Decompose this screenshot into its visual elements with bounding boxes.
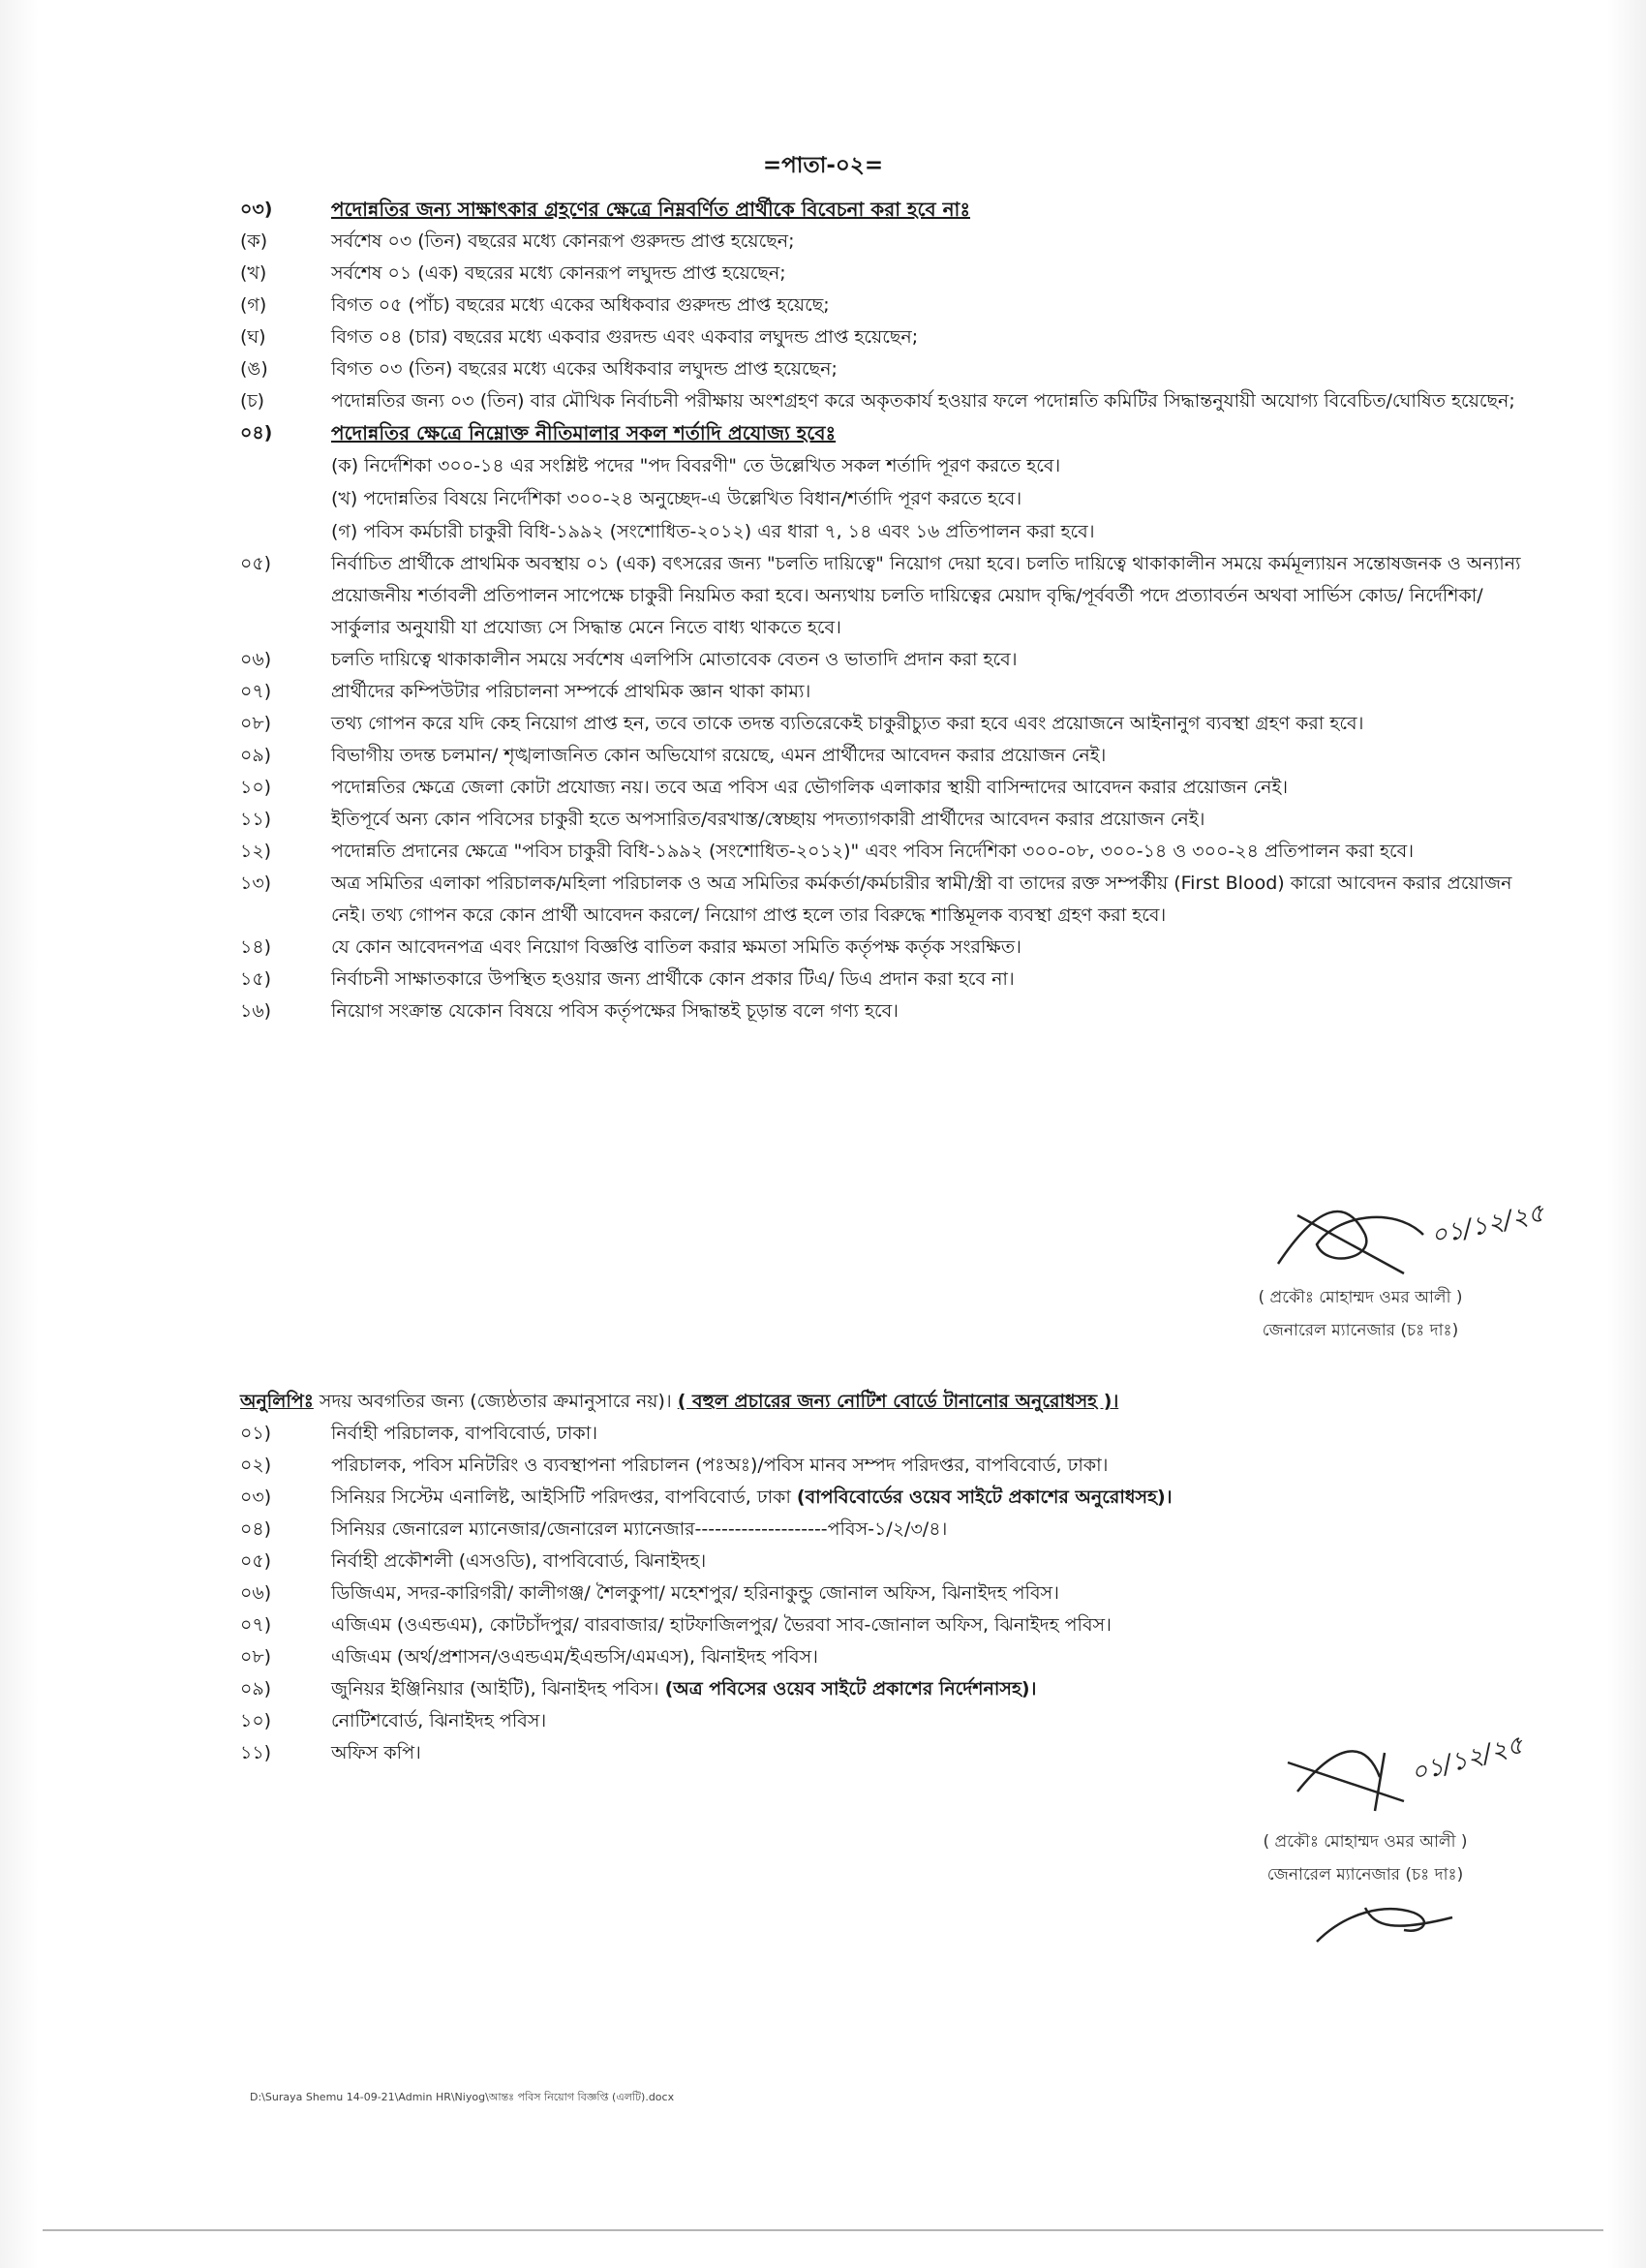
clause-number: ০৬) xyxy=(240,649,272,670)
copy-recipient: পরিচালক, পবিস মনিটরিং ও ব্যবস্থাপনা পরিচালন (পঃঅঃ)/পবিস মানব সম্পদ পরিদপ্তর, বাপবিবোর্ড, ঢাকা। xyxy=(331,1455,1109,1476)
clause-number: (ক) xyxy=(240,230,268,252)
copy-item-number: ০২) xyxy=(240,1455,272,1476)
clause-text: বিভাগীয় তদন্ত চলমান/ শৃঙ্খলাজনিত কোন অভিযোগ রয়েছে, এমন প্রার্থীদের আবেদন করার প্রয়োজন নেই। xyxy=(331,745,1107,766)
clause-row xyxy=(240,996,1538,1027)
copy-item-number: ০৫) xyxy=(240,1550,272,1572)
clause-number: ০৭) xyxy=(240,681,272,702)
copy-list-item xyxy=(240,1418,1538,1450)
copy-recipient: অফিস কপি। xyxy=(331,1742,421,1763)
clause-text: তথ্য গোপন করে যদি কেহ নিয়োগ প্রাপ্ত হন, তবে তাকে তদন্ত ব্যতিরেকেই চাকুরীচ্যুত করা হবে এবং প্রয়োজনে আইনানুগ ব্যবস্থা গ্রহণ করা হবে। xyxy=(331,713,1364,734)
copy-instruction: (বাপবিবোর্ডের ওয়েব সাইটে প্রকাশের অনুরোধসহ)। xyxy=(796,1486,1173,1508)
clause-number: (গ) xyxy=(240,294,267,316)
clause-number: ১১) xyxy=(240,809,272,830)
copy-item-number: ০৭) xyxy=(240,1614,272,1636)
copy-list-item xyxy=(240,1578,1538,1609)
clause-text: যে কোন আবেদনপত্র এবং নিয়োগ বিজ্ঞপ্তি বাতিল করার ক্ষমতা সমিতি কর্তৃপক্ষ কর্তৃক সংরক্ষিত। xyxy=(331,936,1021,958)
copy-list-item xyxy=(240,1673,1538,1705)
copy-list-item xyxy=(240,1546,1538,1578)
clause-row xyxy=(240,644,1538,676)
copy-label: অনুলিপিঃ xyxy=(240,1391,314,1412)
clause-number: ০৯) xyxy=(240,745,272,766)
copy-item-number: ১০) xyxy=(240,1710,272,1732)
subclause: (গ) পবিস কর্মচারী চাকুরী বিধি-১৯৯২ (সংশোধিত-২০১২) এর ধারা ৭, ১৪ এবং ১৬ প্রতিপালন করা হবে। xyxy=(331,521,1095,542)
clause-row xyxy=(240,353,1538,385)
copy-instruction: (অত্র পবিসের ওয়েব সাইটে প্রকাশের নির্দেশনাসহ)। xyxy=(664,1678,1037,1700)
clause-row xyxy=(240,868,1538,932)
subclause: (ক) নির্দেশিকা ৩০০-১৪ এর সংশ্লিষ্ট পদের "পদ বিবরণী" তে উল্লেখিত সকল শর্তাদি পূরণ করতে হবে। xyxy=(331,455,1061,476)
copy-item-number: ০৮) xyxy=(240,1646,272,1668)
conditions-section xyxy=(240,194,1538,1027)
clause-row xyxy=(240,548,1538,644)
initials-signature xyxy=(1307,1893,1472,1951)
copy-item-text xyxy=(331,1450,1538,1482)
copy-list-item xyxy=(240,1450,1538,1482)
copy-item-text xyxy=(331,1546,1538,1578)
file-path-footer: D:\Suraya Shemu 14-09-21\Admin HR\Niyog\আন্তঃ পবিস নিয়োগ বিজ্ঞপ্তি (এলটি).docx xyxy=(250,2091,675,2103)
clause-row xyxy=(240,226,1538,258)
copy-recipient: সিনিয়র সিস্টেম এনালিষ্ট, আইসিটি পরিদপ্তর, বাপবিবোর্ড, ঢাকা xyxy=(331,1486,797,1508)
clause-number: ১৫) xyxy=(240,968,272,990)
copy-item-number: ১১) xyxy=(240,1742,272,1763)
signature-2-date: ০১/১২/২৫ xyxy=(1408,1731,1527,1789)
signature-block-2 xyxy=(1201,1825,1530,1891)
copy-recipient: নির্বাহী প্রকৌশলী (এসওডি), বাপবিবোর্ড, ঝিনাইদহ। xyxy=(331,1550,707,1572)
clause-text: অত্র সমিতির এলাকা পরিচালক/মহিলা পরিচালক ও অত্র সমিতির কর্মকর্তা/কর্মচারীর স্বামী/স্ত্রী বা তাদের রক্ত সম্পর্কীয় (First Blood) কারো আবেদন করার প্রয়োজন নেই। তথ্য গোপন করে কোন প্রার্থী আবেদন করলে/ নিয়োগ প্রাপ্ত হলে তার বিরুদ্ধে শাস্তিমূলক ব্যবস্থা গ্রহণ করা হবে। xyxy=(331,873,1512,926)
copy-item-text xyxy=(331,1578,1538,1609)
copy-list-item xyxy=(240,1609,1538,1641)
clause-text: ইতিপূর্বে অন্য কোন পবিসের চাকুরী হতে অপসারিত/বরখাস্ত/স্বেচ্ছায় পদত্যাগকারী প্রার্থীদের আবেদন করার প্রয়োজন নেই। xyxy=(331,809,1205,830)
clause-number: ০৩) xyxy=(240,199,273,220)
copy-recipient: নোটিশবোর্ড, ঝিনাইদহ পবিস। xyxy=(331,1710,547,1732)
clause-text: সর্বশেষ ০৩ (তিন) বছরের মধ্যে কোনরূপ গুরুদন্ড প্রাপ্ত হয়েছেন; xyxy=(331,230,795,252)
clause-row xyxy=(240,932,1538,964)
clause-row xyxy=(240,772,1538,804)
copy-item-number: ০৪) xyxy=(240,1518,272,1540)
copy-recipient: ডিজিএম, সদর-কারিগরী/ কালীগঞ্জ/ শৈলকুপা/ মহেশপুর/ হরিনাকুন্ডু জোনাল অফিস, ঝিনাইদহ পবিস। xyxy=(331,1582,1059,1604)
clause-text: পদোন্নতির জন্য ০৩ (তিন) বার মৌখিক নির্বাচনী পরীক্ষায় অংশগ্রহণ করে অকৃতকার্য হওয়ার ফলে পদোন্নতি কমিটির সিদ্ধান্তনুযায়ী অযোগ্য বিবেচিত/ঘোষিত হয়েছেন; xyxy=(331,390,1515,412)
copy-list xyxy=(240,1418,1538,1769)
clause-row xyxy=(240,385,1538,417)
copy-intro-text: সদয় অবগতির জন্য (জ্যেষ্ঠতার ক্রমানুসারে নয়)। xyxy=(319,1391,672,1412)
copy-item-number: ০৩) xyxy=(240,1486,272,1508)
section-heading: পদোন্নতির জন্য সাক্ষাৎকার গ্রহণের ক্ষেত্রে নিম্নবর্ণিত প্রার্থীকে বিবেচনা করা হবে নাঃ xyxy=(331,198,971,221)
clause-number: ১০) xyxy=(240,777,272,798)
copy-item-number: ০৯) xyxy=(240,1678,272,1700)
clause-row xyxy=(240,836,1538,868)
clause-text: নিয়োগ সংক্রান্ত যেকোন বিষয়ে পবিস কর্তৃপক্ষের সিদ্ধান্তই চূড়ান্ত বলে গণ্য হবে। xyxy=(331,1000,899,1022)
clause-number: ১৩) xyxy=(240,873,272,894)
clause-row xyxy=(240,964,1538,996)
copy-intro xyxy=(240,1385,1538,1418)
copy-item-number: ০১) xyxy=(240,1423,272,1444)
handwritten-signature-2 xyxy=(1268,1724,1617,1830)
copy-recipient: নির্বাহী পরিচালক, বাপবিবোর্ড, ঢাকা। xyxy=(331,1423,598,1444)
signature-block-1 xyxy=(1201,1281,1520,1347)
clause-number: ০৮) xyxy=(240,713,272,734)
clause-text: সর্বশেষ ০১ (এক) বছরের মধ্যে কোনরূপ লঘুদন্ড প্রাপ্ত হয়েছেন; xyxy=(331,262,786,284)
subclause: (খ) পদোন্নতির বিষয়ে নির্দেশিকা ৩০০-২৪ অনুচ্ছেদ-এ উল্লেখিত বিধান/শর্তাদি পূরণ করতে হবে। xyxy=(331,488,1022,509)
copy-item-text xyxy=(331,1673,1538,1705)
clause-number: ১২) xyxy=(240,841,272,862)
clause-row xyxy=(240,676,1538,708)
copy-list-item xyxy=(240,1514,1538,1546)
clause-number: (ঙ) xyxy=(240,358,268,380)
clause-text: প্রার্থীদের কম্পিউটার পরিচালনা সম্পর্কে প্রাথমিক জ্ঞান থাকা কাম্য। xyxy=(331,681,811,702)
bottom-edge-line xyxy=(43,2229,1603,2231)
signatory-name: ( প্রকৌঃ মোহাম্মদ ওমর আলী ) xyxy=(1263,1832,1468,1852)
clause-row xyxy=(240,804,1538,836)
clause-row xyxy=(240,740,1538,772)
clause-text: পদোন্নতির ক্ষেত্রে জেলা কোটা প্রযোজ্য নয়। তবে অত্র পবিস এর ভৌগলিক এলাকার স্থায়ী বাসিন্দাদের আবেদন করার প্রয়োজন নেই। xyxy=(331,777,1289,798)
signature-1-date: ০১/১২/২৫ xyxy=(1428,1198,1547,1251)
clause-text: বিগত ০৪ (চার) বছরের মধ্যে একবার গুরদন্ড এবং একবার লঘুদন্ড প্রাপ্ত হয়েছেন; xyxy=(331,326,919,348)
clause-number: (খ) xyxy=(240,262,267,284)
copy-recipient: এজিএম (অর্থ/প্রশাসন/ওএন্ডএম/ইএন্ডসি/এমএস), ঝিনাইদহ পবিস। xyxy=(331,1646,818,1668)
copy-intro-bold: ( বহুল প্রচারের জন্য নোটিশ বোর্ডে টানানোর অনুরোধসহ )। xyxy=(677,1391,1119,1412)
clause-number: ১৪) xyxy=(240,936,272,958)
clause-text: পদোন্নতি প্রদানের ক্ষেত্রে "পবিস চাকুরী বিধি-১৯৯২ (সংশোধিত-২০১২)" এবং পবিস নির্দেশিকা ৩০০-০৮, ৩০০-১৪ ও ৩০০-২৪ প্রতিপালন করা হবে। xyxy=(331,841,1415,862)
clause-number: ০৫) xyxy=(240,553,272,574)
copy-recipient: এজিএম (ওএন্ডএম), কোটচাঁদপুর/ বারবাজার/ হাটফাজিলপুর/ ভৈরবা সাব-জোনাল অফিস, ঝিনাইদহ পবিস। xyxy=(331,1614,1112,1636)
clause-row xyxy=(240,708,1538,740)
clause-row xyxy=(240,322,1538,353)
clause-text: চলতি দায়িত্বে থাকাকালীন সময়ে সর্বশেষ এলপিসি মোতাবেক বেতন ও ভাতাদি প্রদান করা হবে। xyxy=(331,649,1018,670)
copy-list-item xyxy=(240,1641,1538,1673)
clause-number: ০৪) xyxy=(240,422,273,444)
clause-number: (ঘ) xyxy=(240,326,266,348)
clause-text: বিগত ০৫ (পাঁচ) বছরের মধ্যে একের অধিকবার গুরুদন্ড প্রাপ্ত হয়েছে; xyxy=(331,294,830,316)
copy-recipient: জুনিয়র ইঞ্জিনিয়ার (আইটি), ঝিনাইদহ পবিস। xyxy=(331,1678,665,1700)
copy-item-text xyxy=(331,1641,1538,1673)
copy-recipient: সিনিয়র জেনারেল ম্যানেজার/জেনারেল ম্যানেজার--------------------পবিস-১/২/৩/৪। xyxy=(331,1518,948,1540)
copy-item-number: ০৬) xyxy=(240,1582,272,1604)
clause-row xyxy=(240,290,1538,322)
clause-number: ১৬) xyxy=(240,1000,272,1022)
clause-text: নির্বাচনী সাক্ষাতকারে উপস্থিত হওয়ার জন্য প্রার্থীকে কোন প্রকার টিএ/ ডিএ প্রদান করা হবে না। xyxy=(331,968,1015,990)
copy-item-text xyxy=(331,1418,1538,1450)
section-heading-row xyxy=(240,417,1538,449)
copy-section xyxy=(240,1385,1538,1769)
clause-text: বিগত ০৩ (তিন) বছরের মধ্যে একের অধিকবার লঘুদন্ড প্রাপ্ত হয়েছেন; xyxy=(331,358,838,380)
signatory-title: জেনারেল ম্যানেজার (চঃ দাঃ) xyxy=(1262,1321,1459,1340)
copy-item-text xyxy=(331,1482,1538,1514)
page-number-marker: =পাতা-০২= xyxy=(762,153,884,178)
clause-text: নির্বাচিত প্রার্থীকে প্রাথমিক অবস্থায় ০১ (এক) বৎসরের জন্য "চলতি দায়িত্বে" নিয়োগ দেয়া হবে। চলতি দায়িত্বে থাকাকালীন সময়ে কর্মমূল্যায়ন সন্তোষজনক ও অন্যান্য প্রয়োজনীয় শর্তাবলী প্রতিপালন সাপেক্ষে চাকুরী নিয়মিত করা হবে। অন্যথায় চলতি দায়িত্বের মেয়াদ বৃদ্ধি/পূর্ববর্তী পদে প্রত্যাবর্তন অথবা সার্ভিস কোড/ নির্দেশিকা/ সার্কুলার অনুযায়ী যা প্রযোজ্য সে সিদ্ধান্ত মেনে নিতে বাধ্য থাকতে হবে। xyxy=(331,553,1521,638)
section-heading: পদোন্নতির ক্ষেত্রে নিম্নোক্ত নীতিমালার সকল শর্তাদি প্রযোজ্য হবেঃ xyxy=(331,421,837,444)
clause-row xyxy=(240,258,1538,290)
copy-list-item xyxy=(240,1482,1538,1514)
signatory-title: জেনারেল ম্যানেজার (চঃ দাঃ) xyxy=(1266,1865,1464,1885)
section-heading-row xyxy=(240,194,1538,226)
signatory-name: ( প্রকৌঃ মোহাম্মদ ওমর আলী ) xyxy=(1258,1288,1463,1307)
copy-item-text xyxy=(331,1609,1538,1641)
clause-number: (চ) xyxy=(240,390,265,412)
copy-item-text xyxy=(331,1514,1538,1546)
